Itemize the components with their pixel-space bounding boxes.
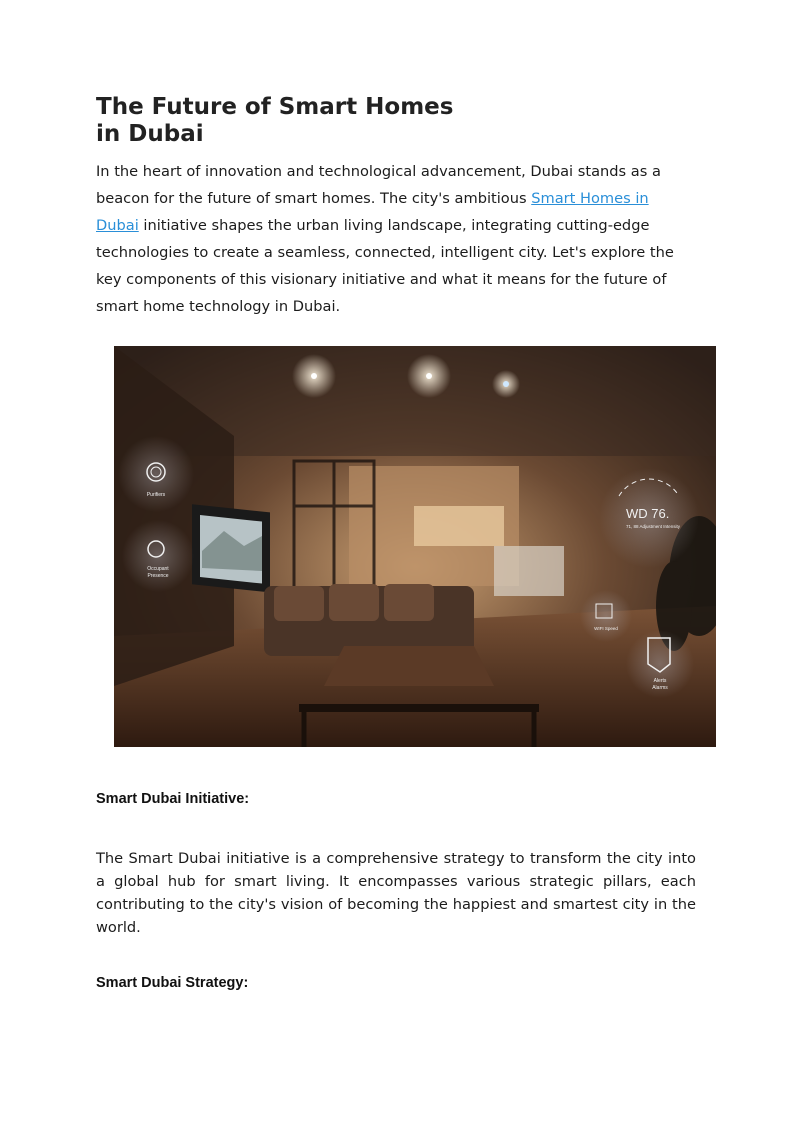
hud-wifi-label: WIFI Speed bbox=[594, 626, 618, 631]
section-body-initiative: The Smart Dubai initiative is a comprehensive strategy to transform the city into a global hub for smart living. It encompasses various strategic pillars, each contributing to the city's vision of becoming the happiest and smartest city in the world. bbox=[96, 850, 696, 936]
hud-temperature-sub: 71, 88 Adjustment Intensity bbox=[626, 524, 681, 529]
hud-presence-label: Presence bbox=[147, 573, 169, 579]
living-room-illustration bbox=[114, 346, 716, 747]
section-heading-initiative: Smart Dubai Initiative: bbox=[96, 791, 250, 807]
hud-occupant-label: Occupant bbox=[147, 566, 169, 572]
article bbox=[96, 94, 696, 320]
title-line-2: in Dubai bbox=[96, 121, 204, 147]
page-title bbox=[96, 94, 696, 148]
hero-image bbox=[114, 346, 716, 747]
hud-purifier-label: Purifiers bbox=[146, 492, 166, 498]
intro-paragraph bbox=[96, 158, 686, 320]
intro-text-start: In the heart of innovation and technological advancement, Dubai stands as a beacon for the future of smart homes. The city's ambitious bbox=[96, 163, 661, 207]
section-heading-strategy: Smart Dubai Strategy: bbox=[96, 975, 249, 991]
hud-alerts-label: Alerts bbox=[653, 678, 667, 684]
smart-homes-link[interactable]: Smart Homes in Dubai bbox=[96, 190, 649, 234]
intro-text-end: initiative shapes the urban living landscape, integrating cutting-edge technologies to create a seamless, connected, intelligent city. Let's explore the key components of this visionary initiative and what it means for the future of smart home technology in Dubai. bbox=[96, 217, 674, 315]
title-line-1: The Future of Smart Homes bbox=[96, 94, 454, 120]
hud-temperature: WD 76. bbox=[626, 506, 670, 521]
hud-alarms-label: Alarms bbox=[652, 685, 668, 691]
